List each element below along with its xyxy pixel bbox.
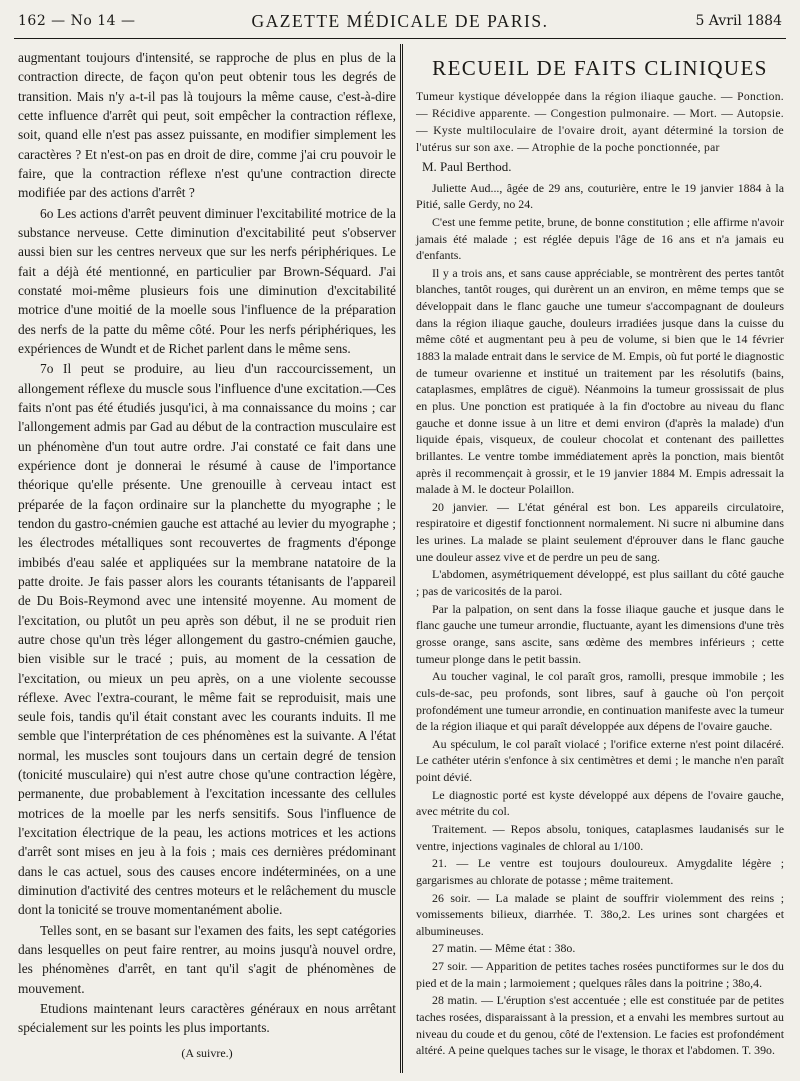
section-title: RECUEIL DE FAITS CLINIQUES (432, 56, 768, 80)
header-rule (14, 38, 786, 39)
case-title: Tumeur kystique développée dans la région iliaque gauche. — Ponction. — Récidive apparente. — Congestion pulmonaire. — Mort. — Autopsie. — Kyste multiloculaire de l'ovaire droit, ayant déterminé la torsion de l'utérus sur son axe. — Atrophie de la poche ponctionnée, par (416, 90, 784, 154)
right-column (416, 48, 784, 1060)
case-paragraph: Juliette Aud..., âgée de 29 ans, couturière, entre le 19 janvier 1884 à la Pitié, salle Gerdy, no 24. (416, 180, 784, 212)
column-divider (400, 44, 401, 1073)
case-paragraph: 27 matin. — Même état : 38o. (432, 941, 576, 956)
case-paragraph: 27 soir. — Apparition de petites taches rosées punctiformes sur le dos du pied et de la main ; larmoiement ; quelques râles dans la poitrine ; 38o,4. (416, 959, 784, 990)
article-paragraph: Telles sont, en se basant sur l'examen des faits, les sept catégories dans lesquelles on peut faire rentrer, au moins jusqu'à nouvel ordre, les phénomènes d'arrêt, en tant qu'il s'agit de phénomènes de mouvement. (18, 922, 396, 996)
page-number: 162 — No 14 — (18, 13, 136, 29)
case-paragraph: 28 matin. — L'éruption s'est accentuée ; elle est constituée par de petites taches rosées, disparaissant à la pression, et a envahi les membres surtout au niveau du coude et du genou, côté de l'extension. Le facies est profondément altéré. A peine quelques taches sur le visage, le thorax et l'abdomen. T. 39o. (416, 993, 784, 1058)
case-paragraph: Au toucher vaginal, le col paraît gros, ramolli, presque immobile ; les culs-de-sac, peu profonds, sont libres, sauf à gauche où l'on perçoit profondément une tumeur arrondie, en continuation manifeste avec la tumeur de la région iliaque et qui paraît développée aux dépens de l'ovaire gauche. (416, 669, 784, 734)
case-paragraph: Au spéculum, le col paraît violacé ; l'orifice externe n'est point dilacéré. Le cathéter utérin s'enfonce à six centimètres et demi ; le manche n'en paraît point dévié. (416, 736, 784, 785)
issue-date: 5 Avril 1884 (695, 13, 782, 29)
case-paragraph: Par la palpation, on sent dans la fosse iliaque gauche et jusque dans le flanc gauche une tumeur arrondie, fluctuante, ayant les dimensions d'une très grosse orange, sans ascite, sans œdème des membres inférieurs ; cette tumeur plonge dans le petit bassin. (416, 601, 784, 666)
case-paragraph: 26 soir. — La malade se plaint de souffrir violemment des reins ; vomissements bilieux, diarrhée. T. 38o,2. Les urines sont chargées et albumineuses. (416, 890, 784, 938)
left-column (18, 48, 396, 1064)
case-paragraph: 21. — Le ventre est toujours douloureux. Amygdalite légère ; gargarismes au chlorate de potasse ; même traitement. (416, 856, 784, 887)
case-paragraph: 20 janvier. — L'état général est bon. Les appareils circulatoire, respiratoire et digestif fonctionnent normalement. Ni sucre ni albumine dans les urines. La malade se plaint seulement d'éprouver dans le flanc gauche une douleur assez vive et de perdre un peu de sang. (416, 499, 784, 564)
article-paragraph: Etudions maintenant leurs caractères généraux en nous arrêtant spécialement sur les points les plus importants. (18, 1001, 396, 1036)
case-paragraph: Le diagnostic porté est kyste développé aux dépens de l'ovaire gauche, avec métrite du col. (416, 787, 784, 819)
case-paragraph: Traitement. — Repos absolu, toniques, cataplasmes laudanisés sur le ventre, injections vaginales de chloral au 1/100. (416, 821, 784, 853)
author-line: M. Paul Berthod. (422, 159, 512, 174)
page-header (18, 11, 782, 33)
article-paragraph: 6o Les actions d'arrêt peuvent diminuer l'excitabilité motrice de la substance nerveuse. Cette diminution d'excitabilité peut s'observer aussi bien sur les centres nerveux que sur les nerfs périphériques. Le fait a déjà été mentionné, en particulier par Brown-Séquard. J'ai constaté moi-même plusieurs fois une diminution d'excitabilité motrice d'une moitié de la moelle sous l'influence de la préparation des nerfs de la patte du même côté. Pour les nerfs périphériques, les expériences de Wundt et de Richet parlent dans le même sens. (18, 205, 396, 356)
case-paragraph: L'abdomen, asymétriquement développé, est plus saillant du côté gauche ; pas de varicosités de la paroi. (416, 567, 784, 599)
case-paragraph: C'est une femme petite, brune, de bonne constitution ; elle affirme n'avoir jamais été malade ; est réglée depuis l'âge de 16 ans et n'a jamais eu d'enfants. (416, 214, 784, 263)
continued-note: (A suivre.) (181, 1045, 233, 1060)
article-paragraph: 7o Il peut se produire, au lieu d'un raccourcissement, un allongement réflexe du muscle sous l'influence d'une excitation.—Ces faits n'ont pas été étudiés jusqu'ici, à ma connaissance du moins ; car l'allongement admis par Gad au début de la contraction musculaire est un phénomène d'un tout autre ordre. J'ai constaté ce fait dans une expérience dont je donnerai le résumé à cause de l'importance théorique qu'elle présente. Une grenouille à cerveau intact est préparée de la façon ordinaire sur la planchette du myographe ; le tendon du gastro-cnémien gauche est attaché au levier du myographe ; les électrodes métalliques sont recouvertes de fragments d'éponge imbibés d'eau salée et appliquées sur la membrane natatoire de la patte droite. Je fais passer alors les courants tétanisants de l'appareil de Du Bois-Reymond avec une intensité moyenne. Au moment de l'excitation, ou plutôt un peu après son début, il ne se produit rien autre chose qu'un très léger allongement du gastro-cnémien gauche, bien visible sur le tracé ; puis, au moment de la cessation de l'excitation, ou mieux un peu après, on a une violente secousse réflexe. Avec l'extra-courant, le même fait se reproduisit, mais une seule fois, tandis qu'il était constant avec les courants induits. Il me semble que l'interprétation de ces phénomènes est la suivante. A l'état normal, les muscles sont toujours dans un certain degré de tension (tonicité musculaire) qui n'est autre chose qu'une contraction légère, permanente, due probablement à l'excitation incessante des cellules motrices de la moelle par les nerfs sensitifs. Sous l'influence de l'excitation électrique de la peau, les actions motrices et les actions d'arrêt sont mises en jeu à la fois ; mais ces dernières prédominant dans le cas actuel, sous des causes encore indéterminées, on a une diminution d'activité des centres moteurs et le relâchement du muscle dont la tonicité se trouve momentanément abolie. (18, 361, 396, 918)
article-paragraph: augmentant toujours d'intensité, se rapproche de plus en plus de la contraction directe, de façon qu'on peut obtenir tous les degrés de transition. Mais n'y a-t-il pas là toujours la même cause, c'est-à-dire cette influence d'arrêt qui peut, soit empêcher la contraction réflexe, soit, quand elle n'est pas assez puissante, en modifier simplement les caractères ? Et n'est-on pas en droit de dire, comme j'ai cru pouvoir le faire, que la contraction réflexe n'est qu'une contraction directe modifiée par des actions d'arrêt ? (18, 50, 396, 201)
journal-title: GAZETTE MÉDICALE DE PARIS. (251, 11, 549, 31)
case-paragraph: Il y a trois ans, et sans cause appréciable, se montrèrent des pertes tantôt blanches, tantôt rouges, qui durèrent un an environ, en même temps que se développait dans le flanc gauche une tumeur s'accompagnant de douleurs dans la région iliaque gauche, douleurs irradiées jusque dans la cuisse du même côté et augmentant peu à peu de volume, si bien que le 14 février 1883 la malade entrait dans le service de M. Empis, où fut porté le diagnostic de tumeur ovarienne et institué un traitement par les résolutifs (bains, cataplasmes, emplâtres de ciguë). Néanmoins la tumeur grossissait de plus en plus. Une ponction est pratiquée à la fin d'octobre au niveau du flanc gauche et donne issue à un litre et demi environ (d'après la malade) d'un liquide épais, visqueux, de couleur chocolat et contenant des paillettes brillantes. Le ventre tombe immédiatement après la ponction, mais bientôt après il recommençait à grossir, et le 19 janvier 1884 M. Empis adressait la malade à M. le docteur Polaillon. (416, 265, 784, 497)
